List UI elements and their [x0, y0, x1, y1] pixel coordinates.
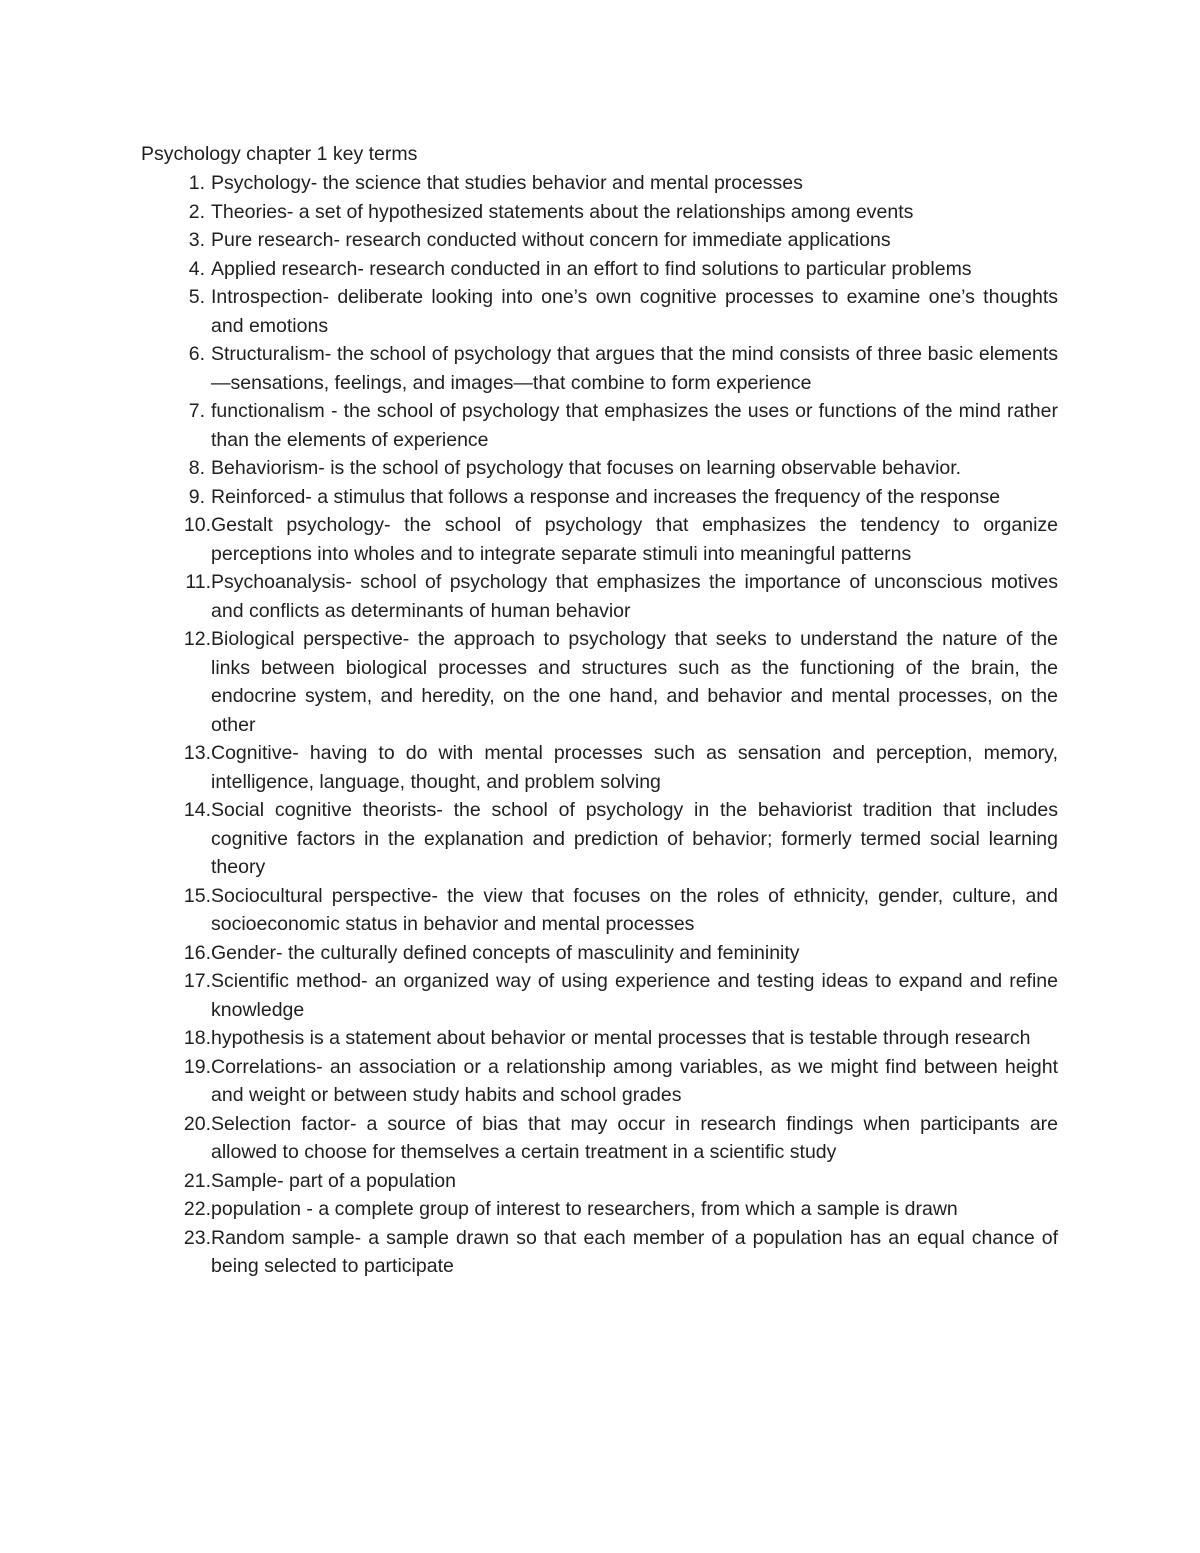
- list-item-text: Selection factor- a source of bias that may occur in research findings when participants are allowed to choose for themselves a certain treatment in a scientific study: [211, 1112, 1058, 1163]
- list-item-text: Random sample- a sample drawn so that each member of a population has an equal chance of being selected to participate: [211, 1226, 1058, 1277]
- list-item: [141, 1053, 1058, 1110]
- list-item-number: 22.: [183, 1198, 211, 1220]
- list-item-number: 3.: [188, 229, 205, 251]
- list-item-text: Cognitive- having to do with mental processes such as sensation and perception, memory, intelligence, language, thought, and problem solving: [211, 742, 1058, 793]
- list-item-number: 18.: [183, 1027, 211, 1049]
- list-item-number: 12.: [183, 628, 211, 650]
- list-item-text: Applied research- research conducted in an effort to find solutions to particular problems: [211, 257, 972, 280]
- list-item: [141, 1024, 1058, 1053]
- list-item-number: 17.: [183, 970, 211, 992]
- list-item: [141, 967, 1058, 1024]
- list-item: [141, 511, 1058, 568]
- list-item-number: 9.: [188, 485, 205, 508]
- list-item-number: 1.: [188, 172, 205, 194]
- list-item-text: Correlations- an association or a relationship among variables, as we might find between height and weight or between study habits and school grades: [211, 1055, 1058, 1106]
- list-item: [141, 198, 1058, 227]
- list-item: [141, 1224, 1058, 1281]
- list-item: [141, 226, 1058, 255]
- list-item: [141, 625, 1058, 739]
- list-item: [141, 796, 1058, 882]
- list-item-number: 20.: [183, 1112, 211, 1135]
- list-item-text: Theories- a set of hypothesized statements about the relationships among events: [211, 200, 914, 223]
- list-item-number: 21.: [183, 1169, 211, 1192]
- list-item-number: 2.: [188, 200, 205, 223]
- list-item: [141, 454, 1058, 483]
- list-item-number: 14.: [183, 799, 211, 821]
- list-item-text: population - a complete group of interest to researchers, from which a sample is drawn: [211, 1198, 958, 1220]
- list-item-number: 7.: [188, 400, 205, 422]
- list-item-text: Scientific method- an organized way of using experience and testing ideas to expand and refine knowledge: [211, 970, 1058, 1021]
- list-item-number: 6.: [188, 343, 205, 365]
- list-item: [141, 483, 1058, 512]
- list-item-number: 8.: [188, 457, 205, 479]
- list-item-number: 13.: [183, 742, 211, 764]
- list-item-number: 10.: [183, 514, 211, 536]
- document-title: Psychology chapter 1 key terms: [141, 143, 418, 165]
- list-item: [141, 739, 1058, 796]
- list-item: [141, 1167, 1058, 1196]
- list-item: [141, 169, 1058, 198]
- list-item-number: 5.: [188, 286, 205, 308]
- list-item-text: functionalism - the school of psychology that emphasizes the uses or functions of the mind rather than the elements of experience: [211, 400, 1058, 451]
- list-item-text: Pure research- research conducted without concern for immediate applications: [211, 229, 891, 251]
- list-item-text: hypothesis is a statement about behavior or mental processes that is testable through research: [211, 1027, 1031, 1049]
- list-item: [141, 340, 1058, 397]
- list-item-text: Sample- part of a population: [211, 1169, 456, 1192]
- list-item: [141, 1195, 1058, 1224]
- list-item-number: 23.: [183, 1226, 211, 1249]
- list-item-number: 15.: [183, 884, 211, 907]
- list-item: [141, 568, 1058, 625]
- list-item-text: Introspection- deliberate looking into one’s own cognitive processes to examine one’s thoughts and emotions: [211, 286, 1058, 337]
- list-item: [141, 1110, 1058, 1167]
- list-item-number: 4.: [188, 257, 205, 280]
- list-item-text: Sociocultural perspective- the view that focuses on the roles of ethnicity, gender, culture, and socioeconomic status in behavior and mental processes: [211, 884, 1058, 935]
- list-item-text: Reinforced- a stimulus that follows a response and increases the frequency of the response: [211, 485, 1001, 508]
- key-terms-list: [141, 169, 1058, 1281]
- list-item: [141, 882, 1058, 939]
- list-item-number: 11.: [185, 571, 211, 593]
- list-item: [141, 397, 1058, 454]
- list-item-number: 19.: [183, 1055, 211, 1078]
- list-item: [141, 283, 1058, 340]
- list-item-number: 16.: [183, 941, 211, 964]
- list-item-text: Gender- the culturally defined concepts of masculinity and femininity: [211, 941, 800, 964]
- list-item-text: Structuralism- the school of psychology that argues that the mind consists of three basic elements—sensations, feelings, and images—that combine to form experience: [211, 343, 1058, 394]
- list-item-text: Social cognitive theorists- the school of psychology in the behaviorist tradition that includes cognitive factors in the explanation and prediction of behavior; formerly termed social learning theory: [211, 799, 1058, 878]
- list-item-text: Gestalt psychology- the school of psychology that emphasizes the tendency to organize perceptions into wholes and to integrate separate stimuli into meaningful patterns: [211, 514, 1058, 565]
- list-item: [141, 255, 1058, 284]
- list-item-text: Psychoanalysis- school of psychology that emphasizes the importance of unconscious motives and conflicts as determinants of human behavior: [211, 571, 1058, 622]
- list-item: [141, 939, 1058, 968]
- list-item-text: Psychology- the science that studies behavior and mental processes: [211, 172, 803, 194]
- list-item-text: Biological perspective- the approach to psychology that seeks to understand the nature of the links between biological processes and structures such as the functioning of the brain, the endocrine system, and heredity, on the one hand, and behavior and mental processes, on the other: [211, 628, 1058, 736]
- list-item-text: Behaviorism- is the school of psychology that focuses on learning observable behavior.: [211, 457, 962, 479]
